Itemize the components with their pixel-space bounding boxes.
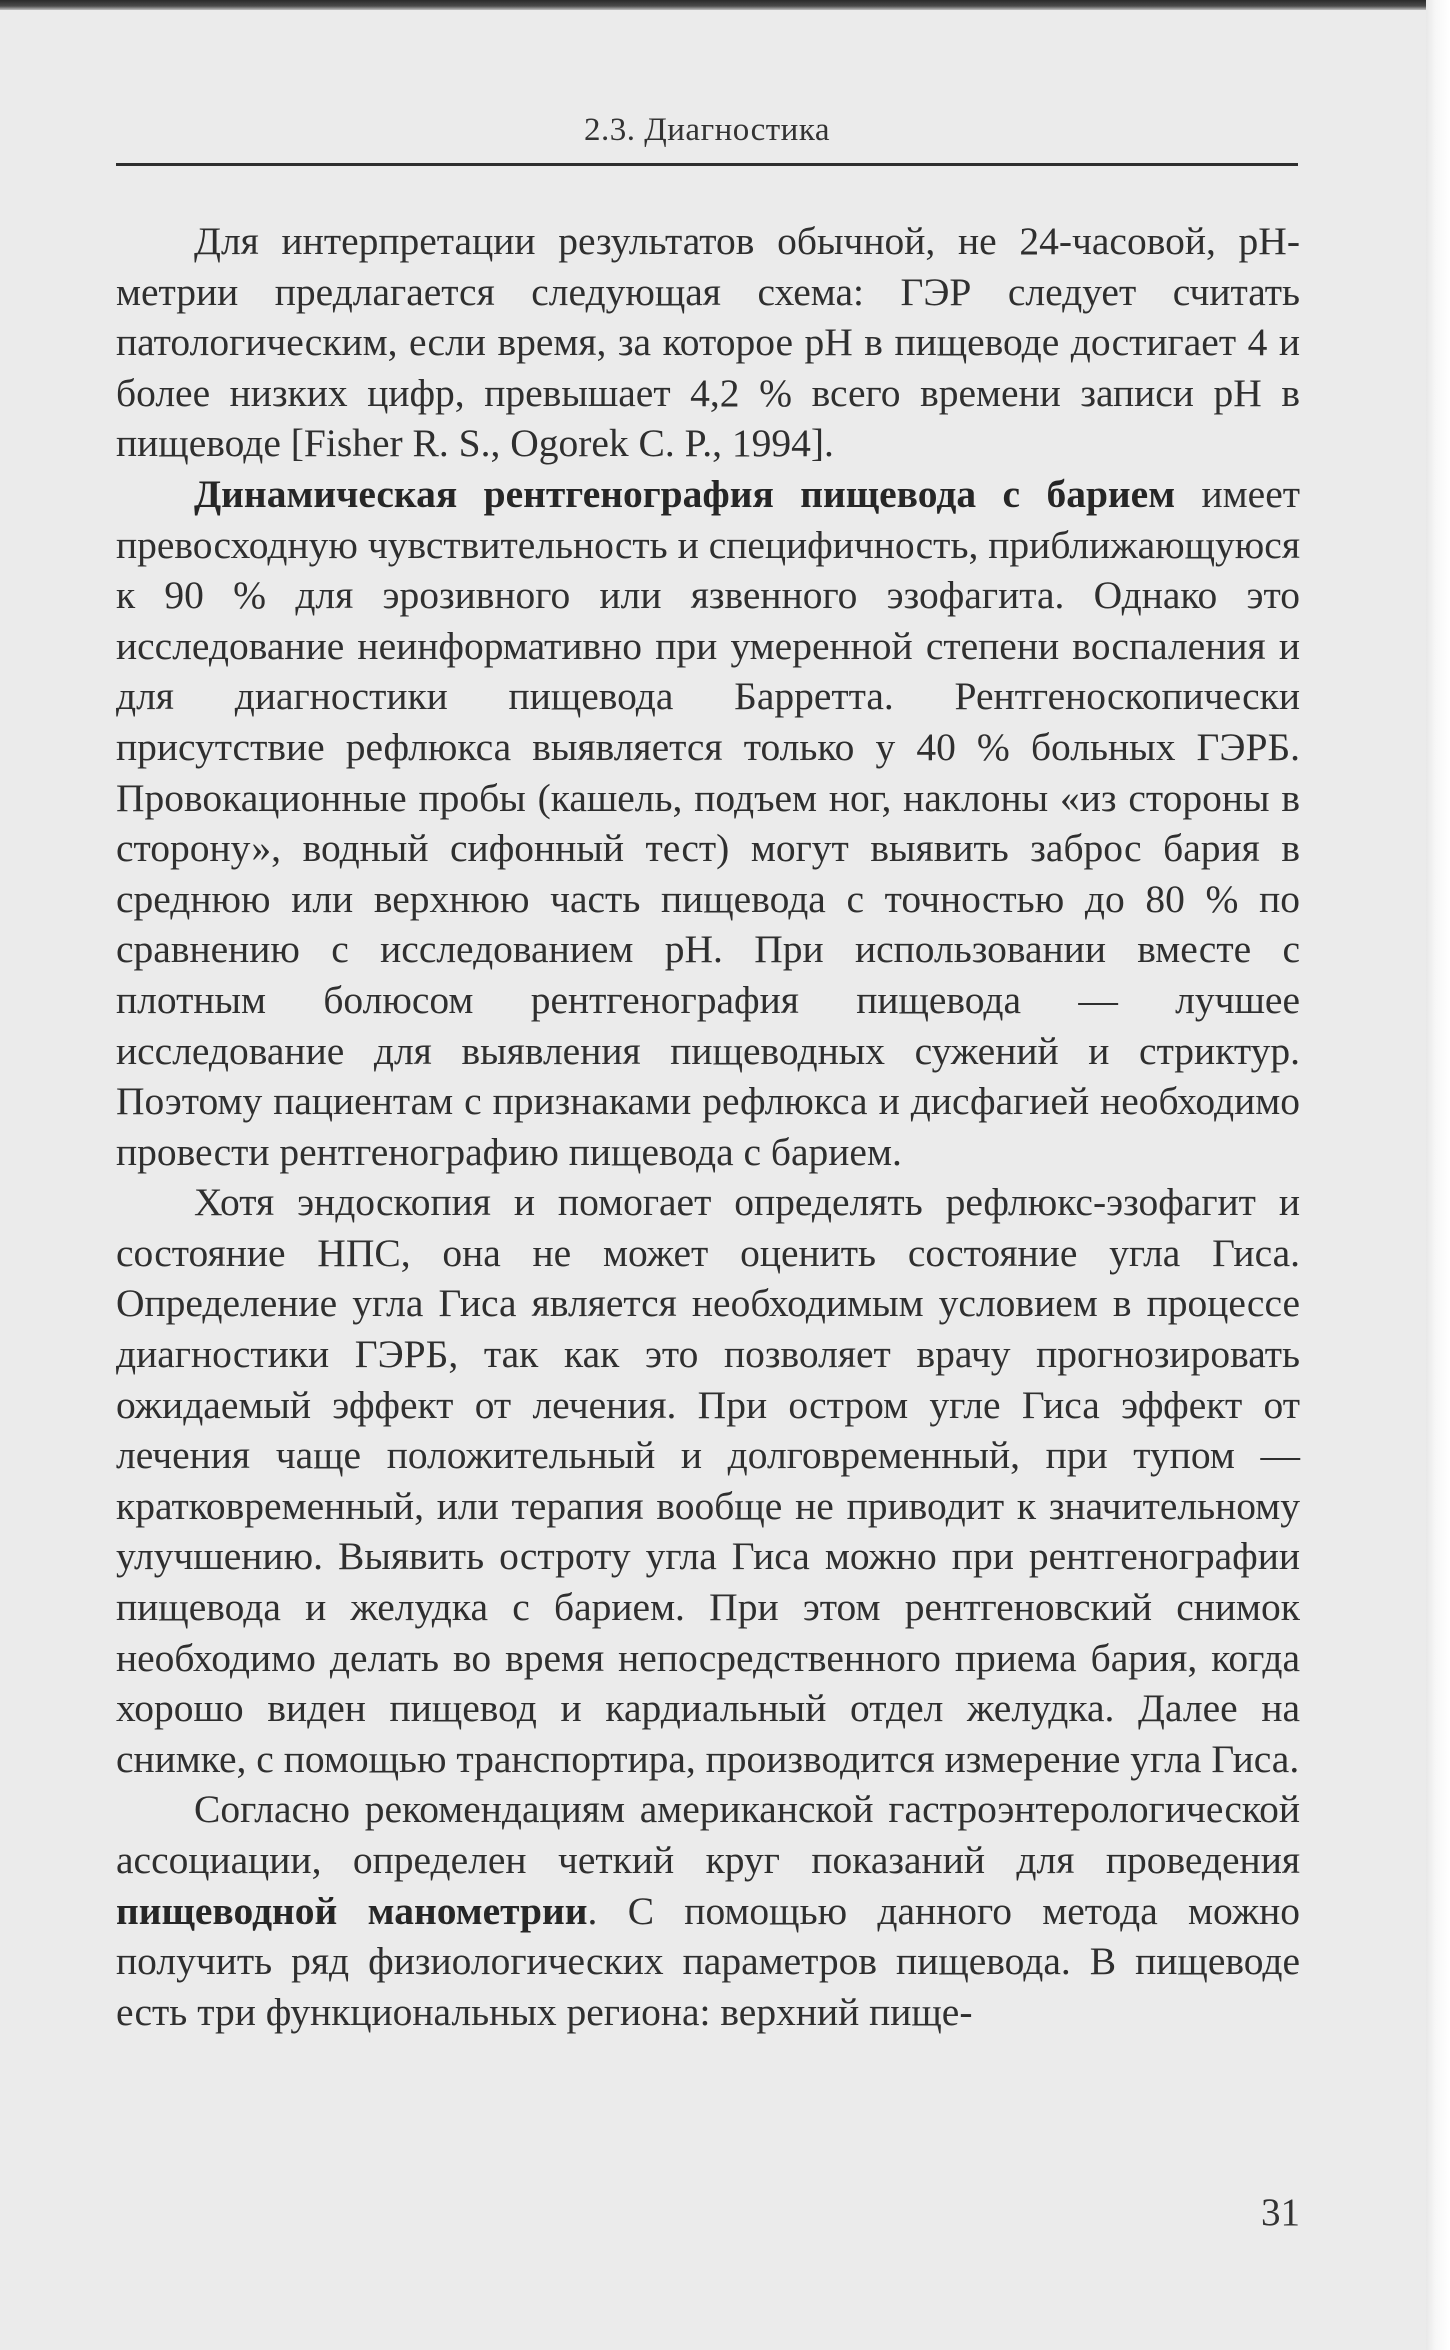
header-rule <box>116 163 1298 166</box>
bold-term: пищеводной манометрии <box>116 1888 588 1933</box>
text-run: Хотя эндоскопия и помогает определять рефлюкс-эзофагит и состояние НПС, она не может оценить состояние угла Гиса. Определение угла Гиса является необходимым условием в процессе диагностики ГЭРБ, так как это позволяет врачу прогнозировать ожидаемый эффект от лечения. При остром угле Гиса эффект от лечения чаще положительный и долговременный, при тупом — кратковременный, или терапия вообще не приводит к значительному улучшению. Выявить остроту угла Гиса можно при рентгенографии пищевода и желудка с барием. При этом рентгеновский снимок необходимо делать во время непосредственного приема бария, когда хорошо виден пищевод и кардиальный отдел желудка. Далее на снимке, с помощью транспортира, производится измерение угла Гиса. <box>116 1180 1300 1781</box>
scan-top-edge <box>0 0 1450 10</box>
text-run: Согласно рекомендациям американской гастроэнтерологической ассоциации, определен четкий круг показаний для проведения <box>116 1787 1300 1882</box>
paragraph-ph-metry <box>116 216 1300 469</box>
text-run: . С помощью данного метода можно получить ряд физиологических параметров пищевода. В пищеводе есть три функциональных региона: верхний пище- <box>116 1888 1300 2034</box>
page-number: 31 <box>1261 2191 1300 2234</box>
paragraph-barium-radiography <box>116 469 1300 1177</box>
paragraph-manometry <box>116 1784 1300 2037</box>
running-head: 2.3. Диагностика <box>584 112 830 148</box>
text-run: Для интерпретации результатов обычной, не 24-часовой, рН-метрии предлагается следующая схема: ГЭР следует считать патологическим, если время, за которое рН в пищеводе достигает 4 и более низких цифр, превышает 4,2 % всего времени записи рН в пищеводе [Fisher R. S., Ogorek C. P., 1994]. <box>116 219 1300 466</box>
paragraph-his-angle <box>116 1177 1300 1784</box>
text-run: имеет превосходную чувствительность и специфичность, приближающуюся к 90 % для эрозивного или язвенного эзофагита. Однако это исследование неинформативно при умеренной степени воспаления и для диагностики пищевода Барретта. Рентгеноскопически присутствие рефлюкса выявляется только у 40 % больных ГЭРБ. Провокационные пробы (кашель, подъем ног, наклоны «из стороны в сторону», водный сифонный тест) могут выявить заброс бария в среднюю или верхнюю часть пищевода с точностью до 80 % по сравнению с исследованием рН. При использовании вместе с плотным болюсом рентгенография пищевода — лучшее исследование для выявления пищеводных сужений и стриктур. Поэтому пациентам с признаками рефлюкса и дисфагией необходимо провести рентгенографию пищевода с барием. <box>116 471 1300 1174</box>
bold-term: Динамическая рентгенография пищевода с барием <box>194 471 1176 516</box>
body-text <box>116 216 1300 2037</box>
scan-right-edge <box>1426 0 1450 2350</box>
